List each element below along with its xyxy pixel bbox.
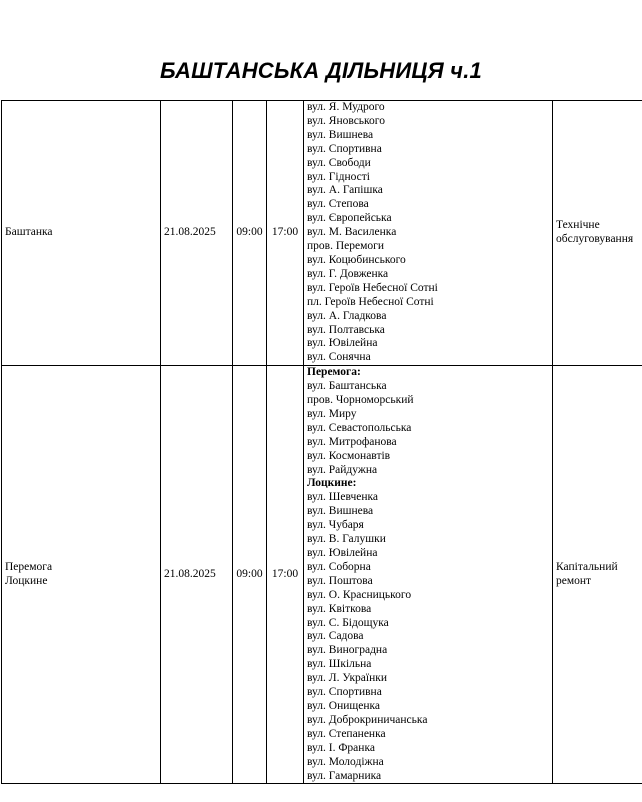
street-item: вул. Коцюбинського bbox=[307, 253, 406, 266]
street-item: вул. Онищенка bbox=[307, 699, 381, 712]
street-item: вул. М. Василенка bbox=[307, 226, 397, 239]
schedule-body bbox=[2, 101, 642, 784]
street-item: вул. Сонячна bbox=[307, 351, 371, 364]
time-to-cell: 17:00 bbox=[267, 101, 304, 366]
street-item: вул. Ювілейна bbox=[307, 337, 378, 350]
outage-schedule-table bbox=[1, 100, 642, 784]
date-cell: 21.08.2025 bbox=[161, 366, 233, 784]
street-item: вул. О. Красницького bbox=[307, 588, 412, 601]
street-item: пл. Героїв Небесної Сотні bbox=[307, 295, 434, 308]
street-item: вул. Севастопольська bbox=[307, 421, 412, 434]
street-item: вул. Миру bbox=[307, 407, 357, 420]
street-item: вул. Баштанська bbox=[307, 380, 387, 393]
street-item: вул. Яновського bbox=[307, 114, 385, 127]
street-item: вул. Свободи bbox=[307, 156, 371, 169]
work-type-text: обслуговування bbox=[556, 233, 634, 246]
work-type-cell bbox=[553, 366, 642, 784]
street-item: вул. Митрофанова bbox=[307, 435, 397, 448]
street-item: вул. Молодіжна bbox=[307, 755, 384, 768]
street-item: вул. Шевченка bbox=[307, 491, 379, 504]
street-item: вул. Спортивна bbox=[307, 142, 382, 155]
table-row bbox=[2, 366, 642, 784]
work-type-text: Капітальний bbox=[556, 560, 618, 573]
street-item: вул. Вишнева bbox=[307, 128, 374, 141]
settlement-cell bbox=[2, 366, 161, 784]
streets-cell bbox=[304, 101, 553, 366]
streets-cell bbox=[304, 366, 553, 784]
street-item: вул. Поштова bbox=[307, 574, 373, 587]
time-to-cell: 17:00 bbox=[267, 366, 304, 784]
street-item: пров. Перемоги bbox=[307, 240, 384, 253]
street-item: вул. А. Гапішка bbox=[307, 184, 383, 197]
street-group-heading: Лоцкине: bbox=[307, 477, 357, 490]
settlement-name: Лоцкине bbox=[5, 574, 48, 587]
street-item: вул. Космонавтів bbox=[307, 449, 391, 462]
street-item: вул. Чубаря bbox=[307, 519, 364, 532]
street-item: вул. Виноградна bbox=[307, 644, 388, 657]
street-item: пров. Чорноморський bbox=[307, 394, 414, 407]
work-type-text: Технічне bbox=[556, 219, 600, 232]
street-item: вул. А. Гладкова bbox=[307, 309, 387, 322]
street-item: вул. Європейська bbox=[307, 212, 392, 225]
street-item: вул. Садова bbox=[307, 630, 364, 643]
settlement-name: Перемога bbox=[5, 560, 53, 573]
street-item: вул. Вишнева bbox=[307, 505, 374, 518]
street-item: вул. Полтавська bbox=[307, 323, 385, 336]
street-item: вул. Г. Довженка bbox=[307, 267, 389, 280]
street-item: вул. Доброкриничанська bbox=[307, 713, 428, 726]
street-item: вул. В. Галушки bbox=[307, 533, 386, 546]
street-item: вул. І. Франка bbox=[307, 741, 375, 754]
street-item: вул. С. Бідощука bbox=[307, 616, 389, 629]
street-item: вул. Соборна bbox=[307, 560, 371, 573]
table-row bbox=[2, 101, 642, 366]
time-from-cell: 09:00 bbox=[233, 101, 267, 366]
street-item: вул. Степаненка bbox=[307, 727, 386, 740]
street-item: вул. Гідності bbox=[307, 170, 370, 183]
street-item: вул. Л. Українки bbox=[307, 672, 387, 685]
street-item: вул. Гамарника bbox=[307, 769, 382, 782]
street-group-heading: Перемога: bbox=[307, 366, 361, 379]
street-item: вул. Героїв Небесної Сотні bbox=[307, 281, 438, 294]
street-item: вул. Степова bbox=[307, 198, 369, 211]
street-item: вул. Я. Мудрого bbox=[307, 101, 385, 113]
page-title: БАШТАНСЬКА ДІЛЬНИЦЯ ч.1 bbox=[160, 58, 482, 83]
street-item: вул. Ювілейна bbox=[307, 547, 378, 559]
street-item: вул. Спортивна bbox=[307, 686, 382, 699]
street-item: вул. Квіткова bbox=[307, 602, 372, 615]
work-type-cell bbox=[553, 101, 642, 366]
street-item: вул. Райдужна bbox=[307, 463, 378, 476]
street-item: вул. Шкільна bbox=[307, 658, 372, 671]
settlement-name: Баштанка bbox=[5, 226, 53, 239]
settlement-cell bbox=[2, 101, 161, 366]
work-type-text: ремонт bbox=[556, 574, 592, 587]
date-cell: 21.08.2025 bbox=[161, 101, 233, 366]
time-from-cell: 09:00 bbox=[233, 366, 267, 784]
